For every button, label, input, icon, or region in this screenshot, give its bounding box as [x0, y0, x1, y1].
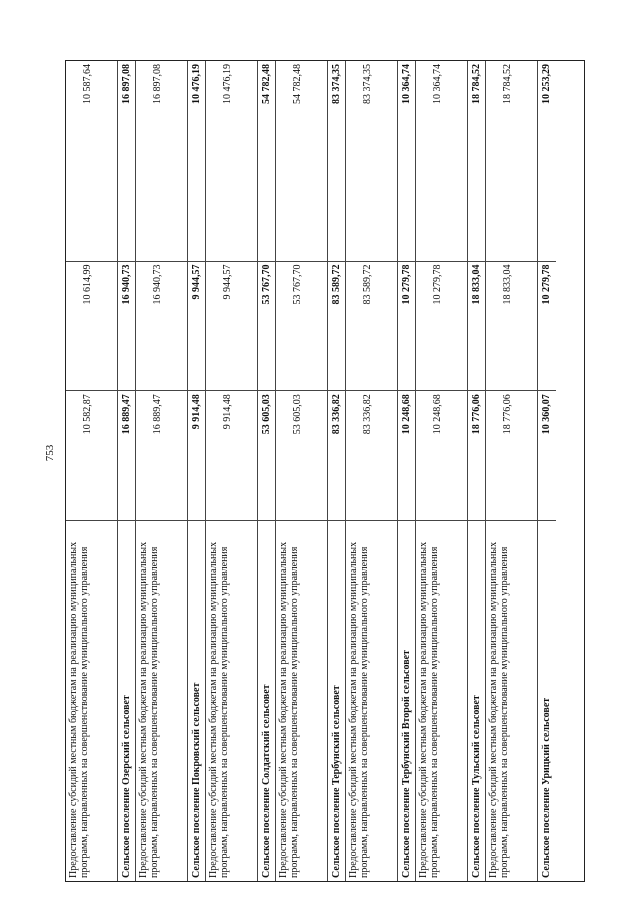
subsidy-row — [66, 61, 118, 881]
settlement-total-row — [468, 61, 486, 881]
row-name-cell: Сельское поселение Покровский сельсовет — [188, 520, 205, 881]
value-cell-2: 16 940,73 — [136, 261, 187, 391]
value-cell-2: 18 833,04 — [468, 261, 485, 391]
value-cell-2: 10 279,78 — [398, 261, 415, 391]
value-cell-3: 10 364,74 — [401, 64, 412, 104]
settlement-total-row — [538, 61, 556, 881]
subsidy-row — [486, 61, 538, 881]
value-cell-3: 54 782,48 — [261, 64, 272, 104]
value-cell-2: 10 279,78 — [538, 261, 556, 391]
value-cell-1: 53 605,03 — [276, 390, 327, 520]
value-cell-3: 10 476,19 — [191, 64, 202, 104]
value-cell-1: 16 889,47 — [136, 390, 187, 520]
row-name-cell: Предоставление субсидий местным бюджетам на реализацию муниципальных программ, направленных на совершенствование муниципального управления — [206, 520, 257, 881]
table-container — [65, 60, 585, 882]
settlement-total-row — [258, 61, 276, 881]
value-cell-3: 16 897,08 — [152, 64, 163, 104]
row-name-cell: Сельское поселение Тульский сельсовет — [468, 520, 485, 881]
value-cell-2: 10 614,99 — [66, 261, 117, 391]
value-cell-2: 16 940,73 — [118, 261, 135, 391]
value-cell-1: 83 336,82 — [346, 390, 397, 520]
value-cell-1: 10 248,68 — [416, 390, 467, 520]
value-cell-3: 54 782,48 — [292, 64, 303, 104]
value-cell-3: 83 374,35 — [331, 64, 342, 104]
value-cell-3: 10 476,19 — [222, 64, 233, 104]
value-cell-2: 53 767,70 — [258, 261, 275, 391]
budget-table — [65, 60, 585, 882]
row-name-cell: Предоставление субсидий местным бюджетам на реализацию муниципальных программ, направленных на совершенствование муниципального управления — [486, 520, 537, 881]
value-cell-1: 18 776,06 — [468, 390, 485, 520]
value-cell-1: 16 889,47 — [118, 390, 135, 520]
value-cell-3: 18 784,52 — [502, 64, 513, 104]
row-name-cell: Сельское поселение Урицкий сельсовет — [538, 520, 556, 881]
row-name-cell: Сельское поселение Озерский сельсовет — [118, 520, 135, 881]
value-cell-3: 18 784,52 — [471, 64, 482, 104]
value-cell-2: 9 944,57 — [206, 261, 257, 391]
row-name-cell: Сельское поселение Солдатский сельсовет — [258, 520, 275, 881]
row-name-cell: Предоставление субсидий местным бюджетам на реализацию муниципальных программ, направленных на совершенствование муниципального управления — [276, 520, 327, 881]
settlement-total-row — [188, 61, 206, 881]
row-name-cell: Предоставление субсидий местным бюджетам на реализацию муниципальных программ, направленных на совершенствование муниципального управления — [346, 520, 397, 881]
row-name-cell: Предоставление субсидий местным бюджетам на реализацию муниципальных программ, направленных на совершенствование муниципального управления — [416, 520, 467, 881]
value-cell-1: 83 336,82 — [328, 390, 345, 520]
value-cell-2: 83 589,72 — [328, 261, 345, 391]
subsidy-row — [416, 61, 468, 881]
value-cell-1: 53 605,03 — [258, 390, 275, 520]
value-cell-2: 9 944,57 — [188, 261, 205, 391]
subsidy-row — [136, 61, 188, 881]
value-cell-1: 9 914,48 — [206, 390, 257, 520]
row-name-cell: Сельское поселение Тербунский Второй сельсовет — [398, 520, 415, 881]
value-cell-2: 83 589,72 — [346, 261, 397, 391]
value-cell-3: 10 587,64 — [82, 64, 93, 104]
value-cell-1: 10 360,07 — [538, 390, 556, 520]
page-number: 753 — [44, 444, 56, 462]
value-cell-1: 10 248,68 — [398, 390, 415, 520]
subsidy-row — [276, 61, 328, 881]
value-cell-3: 10 364,74 — [432, 64, 443, 104]
value-cell-3: 16 897,08 — [121, 64, 132, 104]
subsidy-row — [346, 61, 398, 881]
value-cell-1: 10 582,87 — [66, 390, 117, 520]
row-name-cell: Предоставление субсидий местным бюджетам на реализацию муниципальных программ, направленных на совершенствование муниципального управления — [66, 520, 117, 881]
subsidy-row — [206, 61, 258, 881]
settlement-total-row — [118, 61, 136, 881]
value-cell-3: 10 253,29 — [541, 64, 552, 104]
row-name-cell: Сельское поселение Тербунский сельсовет — [328, 520, 345, 881]
value-cell-2: 53 767,70 — [276, 261, 327, 391]
value-cell-1: 9 914,48 — [188, 390, 205, 520]
row-name-cell: Предоставление субсидий местным бюджетам на реализацию муниципальных программ, направленных на совершенствование муниципального управления — [136, 520, 187, 881]
settlement-total-row — [328, 61, 346, 881]
value-cell-1: 18 776,06 — [486, 390, 537, 520]
value-cell-2: 18 833,04 — [486, 261, 537, 391]
settlement-total-row — [398, 61, 416, 881]
value-cell-2: 10 279,78 — [416, 261, 467, 391]
value-cell-3: 83 374,35 — [362, 64, 373, 104]
